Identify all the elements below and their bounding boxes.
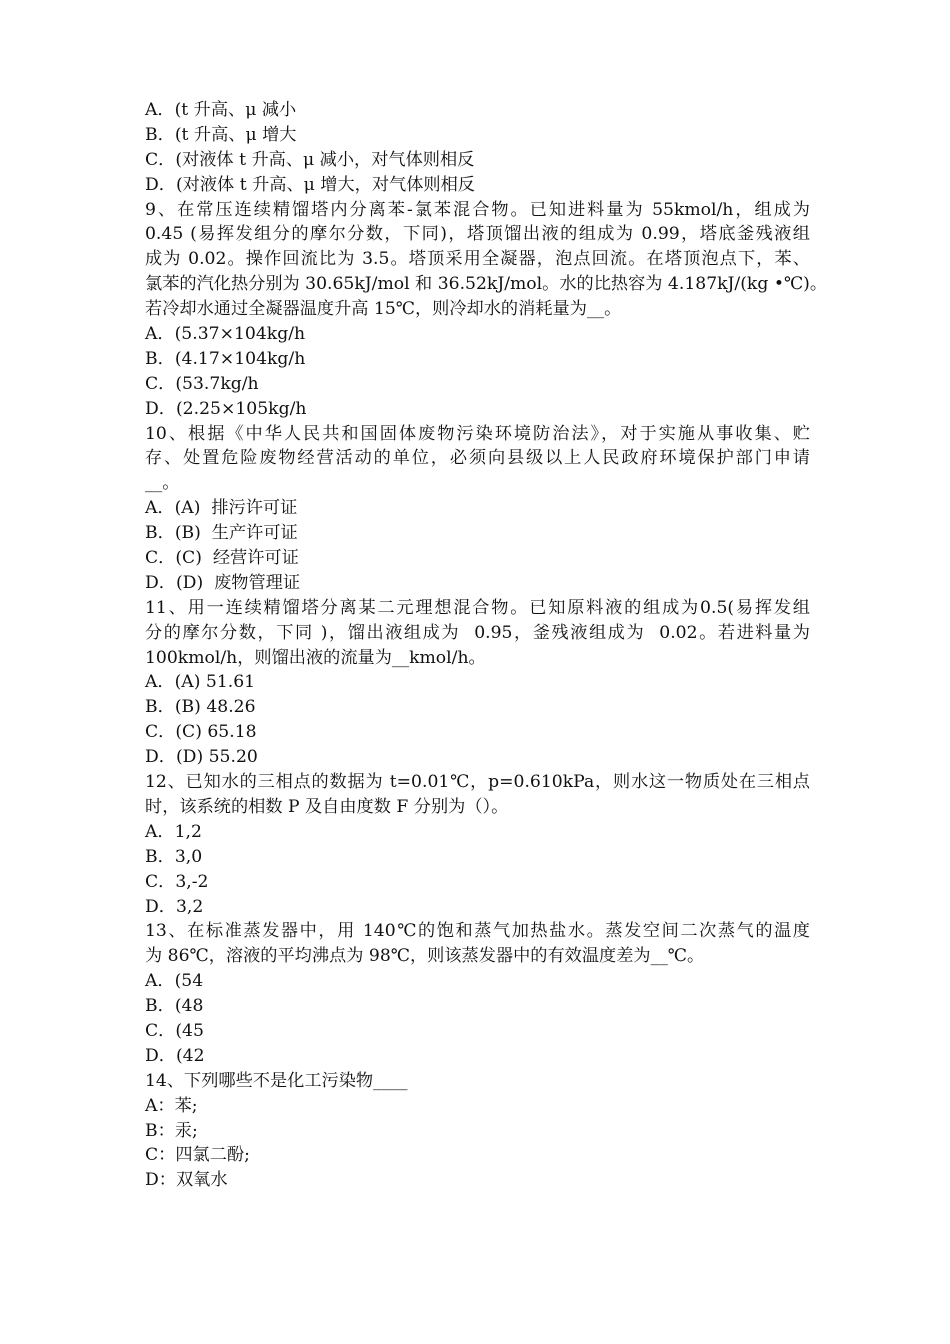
q9-option-d: D．(2.25×105kg/h <box>145 398 307 419</box>
q10-option-d: D．(D) 废物管理证 <box>145 572 301 593</box>
q9-stem-line: 0.45 (易挥发组分的摩尔分数，下同)，塔顶馏出液的组成为 0.99，塔底釜残液组 <box>145 224 810 245</box>
question-9 <box>145 198 828 422</box>
q11-stem-line: 100kmol/h，则馏出液的流量为__kmol/h。 <box>145 647 486 668</box>
question-10 <box>145 422 810 596</box>
q13-option-c: C．(45 <box>145 1020 204 1041</box>
question-14 <box>145 1069 810 1193</box>
q13-stem-line: 13、在标准蒸发器中，用 140℃的饱和蒸气加热盐水。蒸发空间二次蒸气的温度 <box>145 921 810 942</box>
q9-option-c: C．(53.7kg/h <box>145 373 259 394</box>
question-11 <box>145 596 810 770</box>
q12-option-a: A．1,2 <box>145 821 202 842</box>
document-page <box>145 98 828 1193</box>
q11-option-b: B．(B) 48.26 <box>145 697 256 718</box>
q12-stem-line: 12、已知水的三相点的数据为 t=0.01℃，p=0.610kPa，则水这一物质处在三相点 <box>145 772 810 793</box>
q12-option-d: D．3,2 <box>145 896 204 917</box>
q9-option-a: A．(5.37×104kg/h <box>145 324 306 345</box>
q10-stem-line: __。 <box>145 473 180 494</box>
q13-option-b: B．(48 <box>145 996 204 1017</box>
q13-option-a: A．(54 <box>145 971 204 992</box>
question-13 <box>145 919 810 1068</box>
q11-option-c: C．(C) 65.18 <box>145 722 257 743</box>
q14-stem-line: 14、下列哪些不是化工污染物____ <box>145 1070 408 1091</box>
q10-stem-line: 存、处置危险废物经营活动的单位，必须向县级以上人民政府环境保护部门申请 <box>145 448 810 469</box>
q13-option-d: D．(42 <box>145 1045 205 1066</box>
q8-option-a: A．(t 升高、μ 减小 <box>145 100 297 120</box>
q10-option-b: B．(B) 生产许可证 <box>145 523 298 544</box>
q12-option-c: C．3,-2 <box>145 871 209 892</box>
q8-option-c: C．(对液体 t 升高、μ 减小，对气体则相反 <box>145 149 475 170</box>
q9-stem-line: 成为 0.02。操作回流比为 3.5。塔顶采用全凝器，泡点回流。在塔顶泡点下，苯、 <box>145 249 810 270</box>
q10-option-c: C．(C) 经营许可证 <box>145 548 299 569</box>
q14-option-b: B：汞; <box>145 1120 198 1141</box>
q10-option-a: A．(A) 排污许可证 <box>145 498 298 519</box>
q11-option-a: A．(A) 51.61 <box>145 672 256 693</box>
q9-stem-line: 氯苯的汽化热分别为 30.65kJ/mol 和 36.52kJ/mol。水的比热容为 4.187kJ/(kg •℃)。 <box>145 274 828 295</box>
q11-stem-line: 分的摩尔分数，下同 )，馏出液组成为 0.95，釜残液组成为 0.02。若进料量为 <box>145 622 810 643</box>
question-8-options <box>145 98 810 198</box>
q9-option-b: B．(4.17×104kg/h <box>145 348 306 369</box>
q10-stem-line: 10、根据《中华人民共和国固体废物污染环境防治法》，对于实施从事收集、贮 <box>145 423 810 444</box>
q14-option-d: D：双氧水 <box>145 1170 228 1191</box>
q14-option-c: C：四氯二酚; <box>145 1145 250 1166</box>
q12-stem-line: 时，该系统的相数 P 及自由度数 F 分别为（）。 <box>145 796 509 817</box>
q8-option-d: D．(对液体 t 升高、μ 增大，对气体则相反 <box>145 174 475 195</box>
q11-option-d: D．(D) 55.20 <box>145 747 258 768</box>
q13-stem-line: 为 86℃，溶液的平均沸点为 98℃，则该蒸发器中的有效温度差为__℃。 <box>145 946 705 967</box>
question-12 <box>145 770 810 919</box>
q9-stem-line: 若冷却水通过全凝器温度升高 15℃，则冷却水的消耗量为__。 <box>145 299 622 320</box>
q12-option-b: B．3,0 <box>145 846 203 867</box>
q8-option-b: B．(t 升高、μ 增大 <box>145 124 297 145</box>
q9-stem-line: 9、在常压连续精馏塔内分离苯-氯苯混合物。已知进料量为 55kmol/h，组成为 <box>145 199 810 220</box>
q11-stem-line: 11、用一连续精馏塔分离某二元理想混合物。已知原料液的组成为0.5(易挥发组 <box>145 597 810 618</box>
q14-option-a: A：苯; <box>145 1095 198 1116</box>
